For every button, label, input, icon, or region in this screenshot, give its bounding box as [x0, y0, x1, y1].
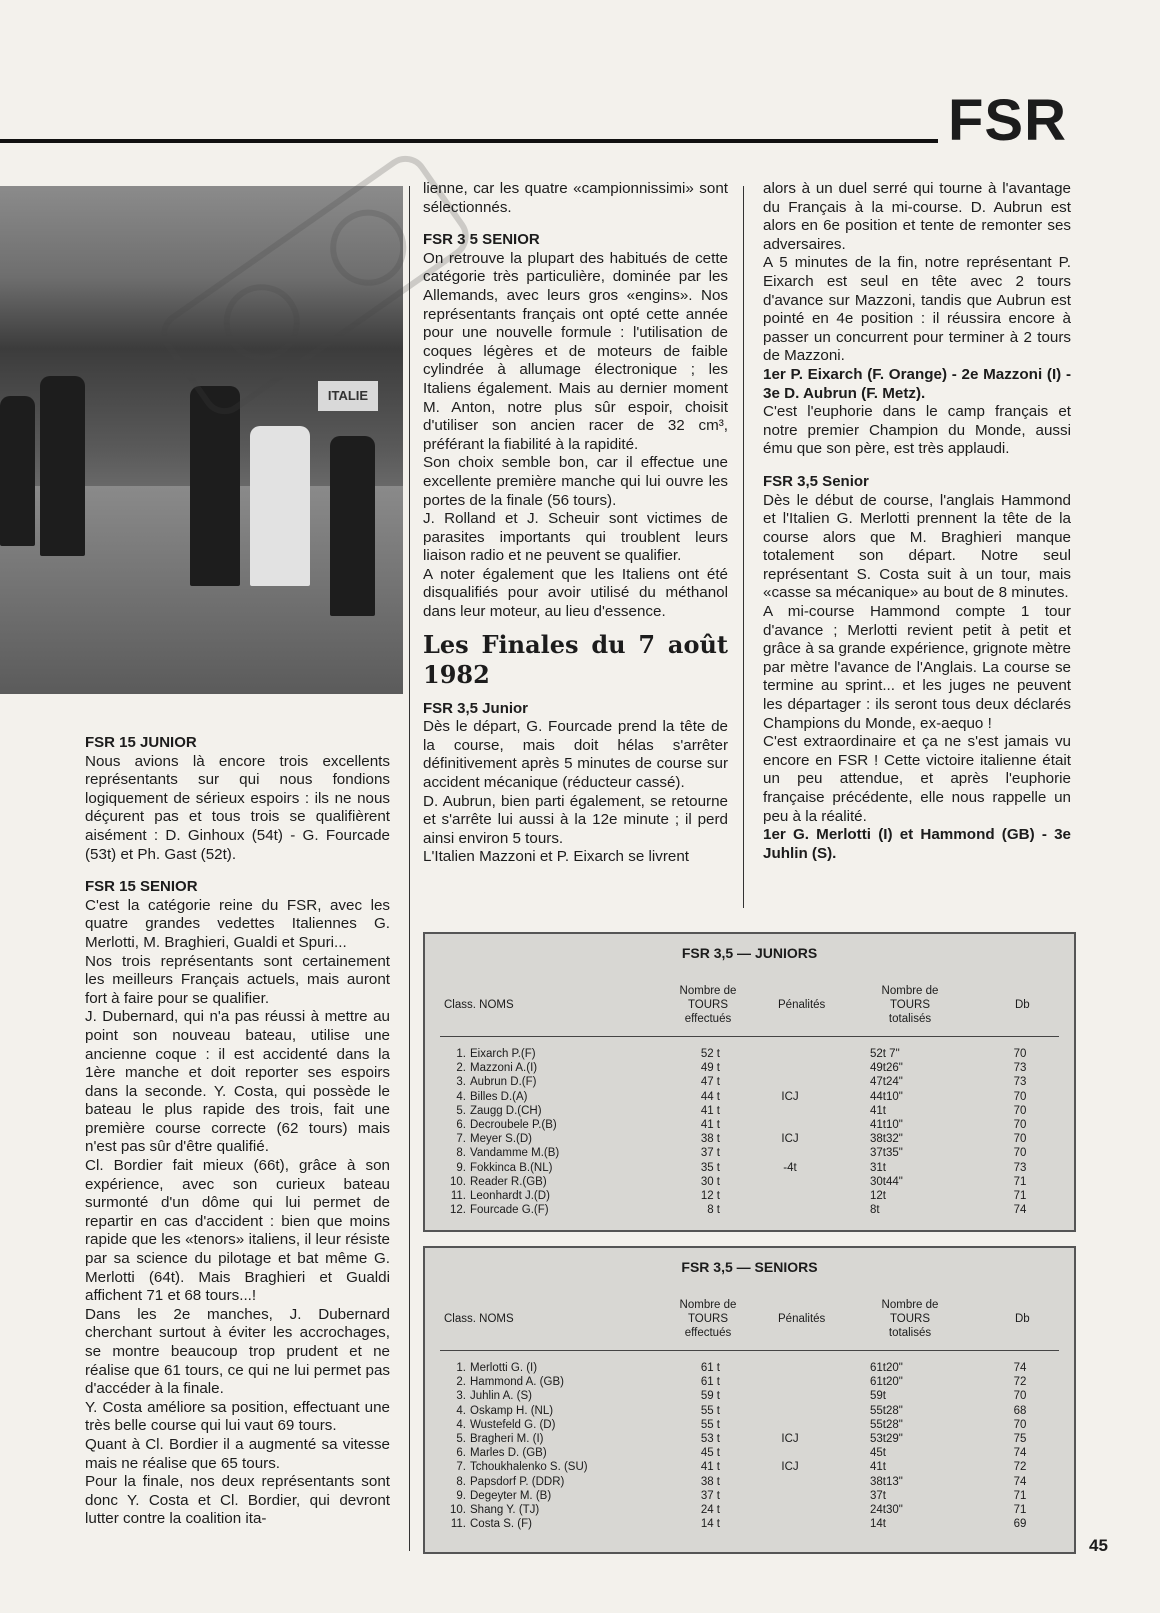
table-row: [440, 1104, 1059, 1118]
paragraph: Son choix semble bon, car il effectue une excellente première manche qui lui ouvre les portes de la finale (56 tours).: [423, 454, 728, 509]
table-cell: 61t20": [870, 1362, 903, 1374]
table-cell: Hammond A. (GB): [470, 1376, 564, 1389]
table-cell: ICJ: [781, 1432, 799, 1445]
table-cell: 14t: [870, 1518, 886, 1531]
col-header-tours-effectues: Nombre de TOURS effectués: [679, 1299, 737, 1340]
spacer: [763, 459, 1071, 473]
table-cell: 49 t: [700, 1062, 720, 1075]
table-cell: 3.: [456, 1076, 466, 1089]
table-cell: 37 t: [700, 1489, 720, 1502]
table-cell: ICJ: [781, 1090, 799, 1103]
paragraph: Quant à Cl. Bordier il a augmenté sa vitesse mais ne réalise que 65 tours.: [85, 1435, 390, 1472]
table-row: [440, 1460, 1059, 1474]
table-cell: 37t35": [870, 1147, 903, 1160]
table-cell: Vandamme M.(B): [470, 1147, 560, 1160]
table-row: [440, 1075, 1059, 1089]
table-cell: 8 t: [707, 1204, 720, 1217]
table-cell: Tchoukhalenko S. (SU): [470, 1461, 588, 1474]
table-cell: 72: [1013, 1461, 1027, 1474]
section-title: FSR: [948, 88, 1067, 153]
table-row: [440, 1061, 1059, 1075]
table-cell: 52 t: [700, 1048, 720, 1060]
subheading: FSR 15 JUNIOR: [85, 734, 197, 751]
table-cell: 74: [1013, 1204, 1027, 1217]
paragraph: On retrouve la plupart des habitués de cette catégorie très particulière, dominée par les Allemands, avec leurs gros «engins». Nos représentants français ont opté cette année pour une nouvelle formule : l'utilisation de coques légères et de moteurs de faible cylindrée à allumage électronique ; les Italiens également. Mais au dernier moment M. Anton, notre plus sûr espoir, choisit d'utiliser son ancien racer de 32 cm³, préférant la fiabilité à la rapidité.: [423, 249, 728, 453]
table-cell: 37t: [870, 1489, 886, 1502]
paragraph: Dans les 2e manches, J. Dubernard cherchant surtout à éviter les accrochages, se montre beaucoup trop prudent et ne réalise que 61 tours, ce qui ne lui permet pas d'accéder à la finale.: [85, 1305, 390, 1398]
table-title: FSR 3,5 — JUNIORS: [681, 945, 818, 961]
table-cell: 70: [1013, 1090, 1027, 1103]
column-divider: [409, 186, 410, 1551]
col-header-tours-totalises: Nombre de TOURS totalisés: [881, 1299, 939, 1340]
table-cell: 73: [1013, 1161, 1027, 1174]
paragraph: L'Italien Mazzoni et P. Eixarch se livrent: [423, 848, 689, 866]
table-row: [440, 1175, 1059, 1189]
table-cell: 31t: [870, 1161, 886, 1174]
table-cell: 37 t: [700, 1147, 720, 1160]
col-header-tours-effectues: Nombre de TOURS effectués: [679, 985, 737, 1026]
paragraph: Cl. Bordier fait mieux (66t), grâce à son expérience, avec son curieux bateau surmonté d'un dôme qui lui permet de repartir en cas d'accident : bien que moins rapide que les «tenors» italiens, il leur résiste par sa science du pilotage et bat même G. Merlotti (64t). Mais Braghieri et Gualdi affichent 71 et 68 tours...!: [85, 1157, 390, 1305]
result-line: 1er G. Merlotti (I) et Hammond (GB) - 3e Juhlin (S).: [763, 826, 1071, 862]
table-cell: Eixarch P.(F): [470, 1048, 536, 1060]
table-cell: 71: [1013, 1489, 1027, 1502]
table-cell: 59t: [870, 1390, 886, 1403]
table-cell: 55t28": [870, 1404, 903, 1417]
table-cell: 53 t: [700, 1432, 720, 1445]
table-cell: Juhlin A. (S): [470, 1390, 532, 1403]
results-table-seniors: [423, 1246, 1076, 1554]
table-cell: 24t30": [870, 1503, 903, 1516]
table-cell: 10.: [450, 1175, 466, 1188]
table-row: [440, 1132, 1059, 1146]
table-cell: 53t29": [870, 1432, 903, 1445]
table-cell: 45t: [870, 1447, 886, 1460]
table-cell: 47t24": [870, 1076, 903, 1089]
table-cell: 41 t: [700, 1118, 720, 1131]
table-row: [440, 1446, 1059, 1460]
table-cell: Leonhardt J.(D): [470, 1189, 550, 1202]
table-cell: 24 t: [700, 1503, 720, 1516]
table-row: [440, 1517, 1059, 1531]
table-cell: 4.: [456, 1404, 466, 1417]
table-cell: Wustefeld G. (D): [470, 1418, 556, 1431]
table-cell: 74: [1013, 1447, 1027, 1460]
table-cell: 49t26": [870, 1062, 903, 1075]
table-body: [440, 1361, 1059, 1531]
table-row: [440, 1432, 1059, 1446]
table-cell: Mazzoni A.(I): [470, 1062, 538, 1075]
table-cell: 68: [1013, 1404, 1027, 1417]
table-row: [440, 1389, 1059, 1403]
table-cell: -4t: [783, 1161, 797, 1174]
table-cell: 3.: [456, 1390, 466, 1403]
table-cell: Shang Y. (TJ): [470, 1503, 540, 1516]
table-row: [440, 1203, 1059, 1217]
table-row: [440, 1418, 1059, 1432]
table-cell: Zaugg D.(CH): [470, 1104, 542, 1117]
table-row: [440, 1090, 1059, 1104]
subheading: FSR 3,5 Senior: [763, 472, 869, 490]
table-cell: Reader R.(GB): [470, 1175, 547, 1188]
table-cell: 4.: [456, 1418, 466, 1431]
column-divider: [743, 186, 744, 908]
table-row: [440, 1189, 1059, 1203]
paragraph: J. Dubernard, qui n'a pas réussi à mettre au point son nouveau bateau, utilise une ancienne coque : il est accidenté dans la 1ère manche et doit reporter ses espoirs dans la seconde. Y. Costa, qui possède le bateau le plus rapide des trois, fait une première course correcte (62 tours) mais n'est pas sûr d'être qualifié.: [85, 1008, 390, 1156]
table-cell: 5.: [456, 1432, 466, 1445]
table-cell: 71: [1013, 1503, 1027, 1516]
col-header-class: Class. NOMS: [444, 999, 514, 1011]
col-header-penalites: Pénalités: [778, 1313, 826, 1325]
table-cell: 45 t: [700, 1447, 720, 1460]
table-cell: 70: [1013, 1418, 1027, 1431]
spacer: [423, 217, 728, 231]
table-cell: 9.: [456, 1489, 466, 1502]
table-cell: 5.: [456, 1104, 466, 1117]
table-cell: 11.: [450, 1518, 466, 1531]
table-cell: 14 t: [700, 1518, 720, 1531]
col-header-penalites: Pénalités: [778, 999, 826, 1011]
col-header-db: Db: [1015, 1313, 1030, 1325]
table-cell: 61t20": [870, 1376, 903, 1389]
table-cell: 6.: [456, 1118, 466, 1131]
table-row: [440, 1118, 1059, 1132]
paragraph: alors à un duel serré qui tourne à l'avantage du Français à la mi-course. D. Aubrun est alors en 6e position et tente de remonter ses adversaires.: [763, 180, 1071, 253]
paragraph: D. Aubrun, bien parti également, se retourne et s'arrête lui aussi à la 12e minute ; il perd ainsi environ 5 tours.: [423, 792, 728, 847]
table-cell: 70: [1013, 1118, 1027, 1131]
table-row: [440, 1489, 1059, 1503]
subheading: FSR 3,5 Junior: [423, 699, 529, 717]
table-header: [440, 1290, 1059, 1351]
table-cell: 12 t: [700, 1189, 720, 1202]
table-row: [440, 1503, 1059, 1517]
paragraph: A 5 minutes de la fin, notre représentant P. Eixarch est seul en tête avec 2 tours d'avance sur Mazzoni, tandis que Aubrun est pointé en 4e position : il réussira encore à passer un concurrent pour terminer à 2 tours de Mazzoni.: [763, 254, 1071, 365]
table-row: [440, 1146, 1059, 1160]
table-cell: 2.: [456, 1376, 466, 1389]
paragraph: C'est extraordinaire et ça ne s'est jamais vu encore en FSR ! Cette victoire italienne était un peu attendue, et après l'euphorie française précédente, elle nous rappelle un peu à la réalité.: [763, 733, 1071, 825]
table-cell: 38 t: [700, 1133, 720, 1146]
table-cell: 1.: [456, 1362, 466, 1374]
table-cell: Marles D. (GB): [470, 1447, 547, 1460]
table-cell: Bragheri M. (I): [470, 1432, 544, 1445]
table-cell: Oskamp H. (NL): [470, 1404, 554, 1417]
table-cell: 52t 7": [870, 1048, 900, 1060]
table-row: [440, 1475, 1059, 1489]
table-cell: 8t: [870, 1204, 880, 1217]
table-cell: Papsdorf P. (DDR): [470, 1475, 565, 1488]
table-cell: Decroubele P.(B): [470, 1118, 557, 1131]
table-cell: 44 t: [700, 1090, 720, 1103]
column-middle: [423, 180, 728, 867]
paragraph: Y. Costa améliore sa position, effectuant une très belle course qui lui vaut 69 tours.: [85, 1398, 390, 1435]
page-number: 45: [1089, 1536, 1108, 1555]
table-row: [440, 1361, 1059, 1375]
table-cell: ICJ: [781, 1133, 799, 1146]
table-cell: 8.: [456, 1475, 466, 1488]
table-cell: Meyer S.(D): [470, 1133, 532, 1146]
table-cell: 44t10": [870, 1090, 903, 1103]
table-row: [440, 1161, 1059, 1175]
table-cell: Aubrun D.(F): [470, 1076, 537, 1089]
column-right: [763, 180, 1071, 863]
table-cell: 55 t: [700, 1404, 720, 1417]
header-rule: [0, 139, 938, 143]
table-cell: 8.: [456, 1147, 466, 1160]
table-cell: 71: [1013, 1189, 1027, 1202]
table-cell: 70: [1013, 1104, 1027, 1117]
table-cell: 73: [1013, 1076, 1027, 1089]
table-cell: 7.: [456, 1133, 466, 1146]
table-cell: 11.: [450, 1189, 466, 1202]
result-line: 1er P. Eixarch (F. Orange) - 2e Mazzoni (I) - 3e D. Aubrun (F. Metz).: [763, 365, 1071, 402]
table-body: [440, 1047, 1059, 1217]
table-cell: 70: [1013, 1048, 1027, 1060]
table-cell: 69: [1013, 1518, 1027, 1531]
table-cell: 38t13": [870, 1475, 903, 1488]
table-cell: 73: [1013, 1062, 1027, 1075]
col-header-db: Db: [1015, 999, 1030, 1011]
photo-sign: ITALIE: [318, 381, 378, 411]
table-row: [440, 1375, 1059, 1389]
table-cell: 74: [1013, 1475, 1027, 1488]
spacer: [85, 864, 390, 878]
table-cell: 30 t: [700, 1175, 720, 1188]
table-row: [440, 1047, 1059, 1061]
table-cell: 2.: [456, 1062, 466, 1075]
table-cell: 10.: [450, 1503, 466, 1516]
table-cell: 41 t: [700, 1104, 720, 1117]
table-cell: Fourcade G.(F): [470, 1204, 549, 1217]
paragraph: lienne, car les quatre «campionnissimi» sont sélectionnés.: [423, 180, 728, 216]
col-header-class: Class. NOMS: [444, 1313, 514, 1325]
table-cell: 74: [1013, 1362, 1027, 1374]
table-cell: 75: [1013, 1432, 1027, 1445]
table-title: FSR 3,5 — SENIORS: [681, 1259, 818, 1275]
results-table-juniors: [423, 932, 1076, 1232]
table-cell: 12t: [870, 1189, 886, 1202]
table-cell: 38t32": [870, 1133, 903, 1146]
paragraph: Nos trois représentants sont certainement les meilleurs Français actuels, mais auront fort à faire pour se qualifier.: [85, 952, 390, 1007]
table-cell: 71: [1013, 1175, 1027, 1188]
table-cell: 47 t: [700, 1076, 720, 1089]
table-cell: 41t10": [870, 1118, 903, 1131]
col-header-tours-totalises: Nombre de TOURS totalisés: [881, 985, 939, 1026]
section-heading: Les Finales du 7 août 1982: [423, 629, 728, 689]
table-cell: 61 t: [700, 1362, 720, 1374]
table-cell: 1.: [456, 1048, 466, 1060]
table-cell: 9.: [456, 1161, 466, 1174]
table-cell: 35 t: [700, 1161, 720, 1174]
paragraph: C'est la catégorie reine du FSR, avec les quatre grandes vedettes Italiennes G. Merlotti, M. Braghieri, Gualdi et Spuri...: [85, 896, 390, 951]
table-cell: Billes D.(A): [470, 1090, 528, 1103]
table-cell: 4.: [456, 1090, 466, 1103]
table-cell: 70: [1013, 1133, 1027, 1146]
table-cell: ICJ: [781, 1461, 799, 1474]
event-photo: [0, 186, 403, 694]
table-row: [440, 1404, 1059, 1418]
column-left: [85, 734, 390, 1529]
table-cell: 55t28": [870, 1418, 903, 1431]
table-cell: 55 t: [700, 1418, 720, 1431]
table-cell: 61 t: [700, 1376, 720, 1389]
subheading: FSR 15 SENIOR: [85, 878, 198, 896]
paragraph: C'est l'euphorie dans le camp français et notre premier Champion du Monde, aussi ému que son père, est très applaudi.: [763, 403, 1071, 458]
table-cell: 38 t: [700, 1475, 720, 1488]
table-cell: 59 t: [700, 1390, 720, 1403]
table-cell: 30t44": [870, 1175, 903, 1188]
paragraph: A noter également que les Italiens ont été disqualifiés pour avoir utilisé du méthanol dans leur moteur, au lieu d'essence.: [423, 565, 728, 621]
table-cell: 41t: [870, 1461, 886, 1474]
table-cell: 70: [1013, 1147, 1027, 1160]
paragraph: Dès le début de course, l'anglais Hammond et l'Italien G. Merlotti prennent la tête de la course alors que M. Braghieri manque totalement son départ. Notre seul représentant S. Costa suit à un tour, mais «casse sa mécanique» au bout de 8 minutes.: [763, 491, 1071, 602]
table-cell: 72: [1013, 1376, 1027, 1389]
table-cell: Merlotti G. (I): [470, 1362, 538, 1374]
table-header: [440, 976, 1059, 1037]
subheading: FSR 3 5 SENIOR: [423, 231, 540, 249]
table-cell: 41t: [870, 1104, 886, 1117]
table-cell: Fokkinca B.(NL): [470, 1161, 553, 1174]
table-cell: 7.: [456, 1461, 466, 1474]
paragraph: Nous avions là encore trois excellents représentants sur qui nous fondions logiquement de sérieux espoirs : ils ne nous déçurent pas et tous trois se qualifièrent aisément : D. Ginhoux (54t) - G. Fourcade (53t) et Ph. Gast (52t).: [85, 752, 390, 863]
table-cell: 6.: [456, 1447, 466, 1460]
paragraph: Pour la finale, nos deux représentants sont donc Y. Costa et Cl. Bordier, qui devront lutter contre la coalition ita-: [85, 1473, 390, 1528]
table-cell: 41 t: [700, 1461, 720, 1474]
table-cell: 12.: [450, 1204, 466, 1217]
paragraph: J. Rolland et J. Scheuir sont victimes de parasites importants qui troublent leurs liaison radio et ne peuvent se qualifier.: [423, 510, 728, 565]
paragraph: Dès le départ, G. Fourcade prend la tête de la course, mais doit hélas s'arrêter définitivement après 5 minutes de course sur accident mécanique (réducteur cassé).: [423, 718, 728, 792]
table-cell: Costa S. (F): [470, 1518, 532, 1531]
table-cell: 70: [1013, 1390, 1027, 1403]
table-cell: Degeyter M. (B): [470, 1489, 552, 1502]
paragraph: A mi-course Hammond compte 1 tour d'avance ; Merlotti revient petit à petit et grâce à sa grande expérience, grignote mètre par mètre l'avance de l'Anglais. La course se termine au sprint... et les juges ne peuvent les départager : ils seront tous deux déclarés Champions du Monde, ex-aequo !: [763, 603, 1071, 732]
